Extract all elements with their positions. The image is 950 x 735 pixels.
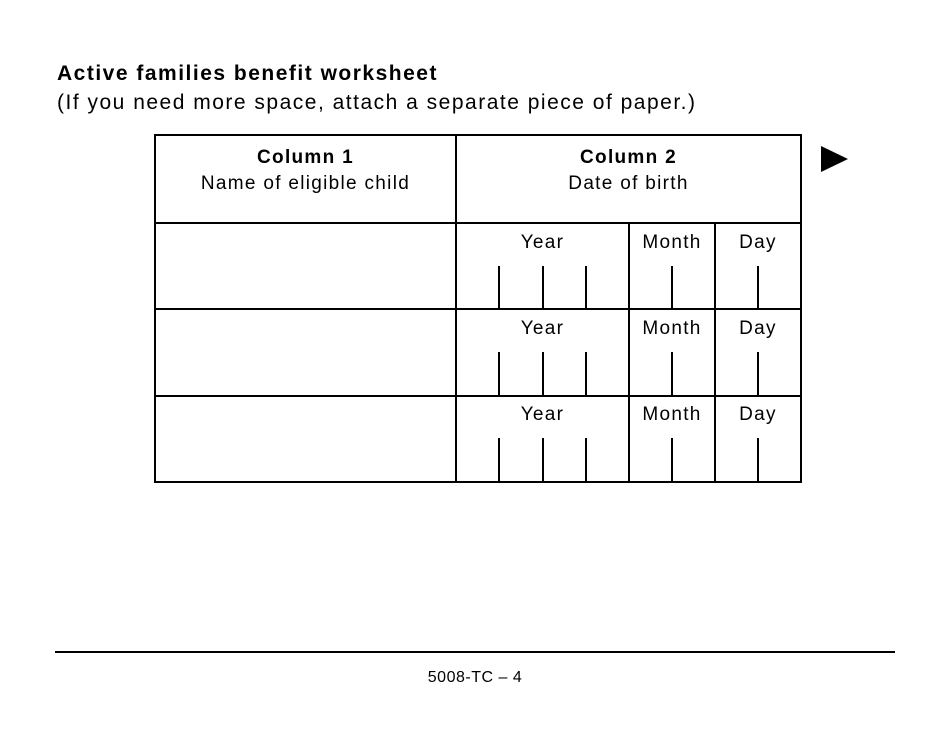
- birth-month-field-3[interactable]: [630, 434, 714, 481]
- worksheet-title: Active families benefit worksheet: [57, 62, 438, 85]
- month-label: Month: [642, 318, 702, 339]
- column1-label: Name of eligible child: [200, 173, 411, 194]
- birth-day-field-3[interactable]: [716, 434, 800, 481]
- birth-month-field-1[interactable]: [630, 262, 714, 308]
- day-label: Day: [739, 318, 777, 339]
- day-label: Day: [739, 232, 777, 253]
- worksheet-table: [154, 134, 802, 483]
- year-label: Year: [520, 232, 565, 253]
- birth-day-field-1[interactable]: [716, 262, 800, 308]
- day-label: Day: [739, 404, 777, 425]
- continue-arrow-icon: [821, 146, 848, 172]
- month-label: Month: [642, 232, 702, 253]
- column2-heading: Column 2: [580, 147, 677, 168]
- column2-label: Date of birth: [568, 173, 689, 194]
- birth-day-field-2[interactable]: [716, 348, 800, 395]
- footer-rule: [55, 651, 895, 653]
- month-label: Month: [642, 404, 702, 425]
- birth-year-field-1[interactable]: [457, 262, 628, 308]
- column1-heading: Column 1: [257, 147, 354, 168]
- child-name-field-1[interactable]: [156, 224, 455, 308]
- worksheet-subtitle: (If you need more space, attach a separate piece of paper.): [57, 91, 697, 114]
- child-name-field-3[interactable]: [156, 397, 455, 481]
- year-label: Year: [520, 404, 565, 425]
- page-number: 5008-TC – 4: [427, 669, 523, 686]
- birth-year-field-3[interactable]: [457, 434, 628, 481]
- birth-year-field-2[interactable]: [457, 348, 628, 395]
- birth-month-field-2[interactable]: [630, 348, 714, 395]
- year-label: Year: [520, 318, 565, 339]
- child-name-field-2[interactable]: [156, 310, 455, 395]
